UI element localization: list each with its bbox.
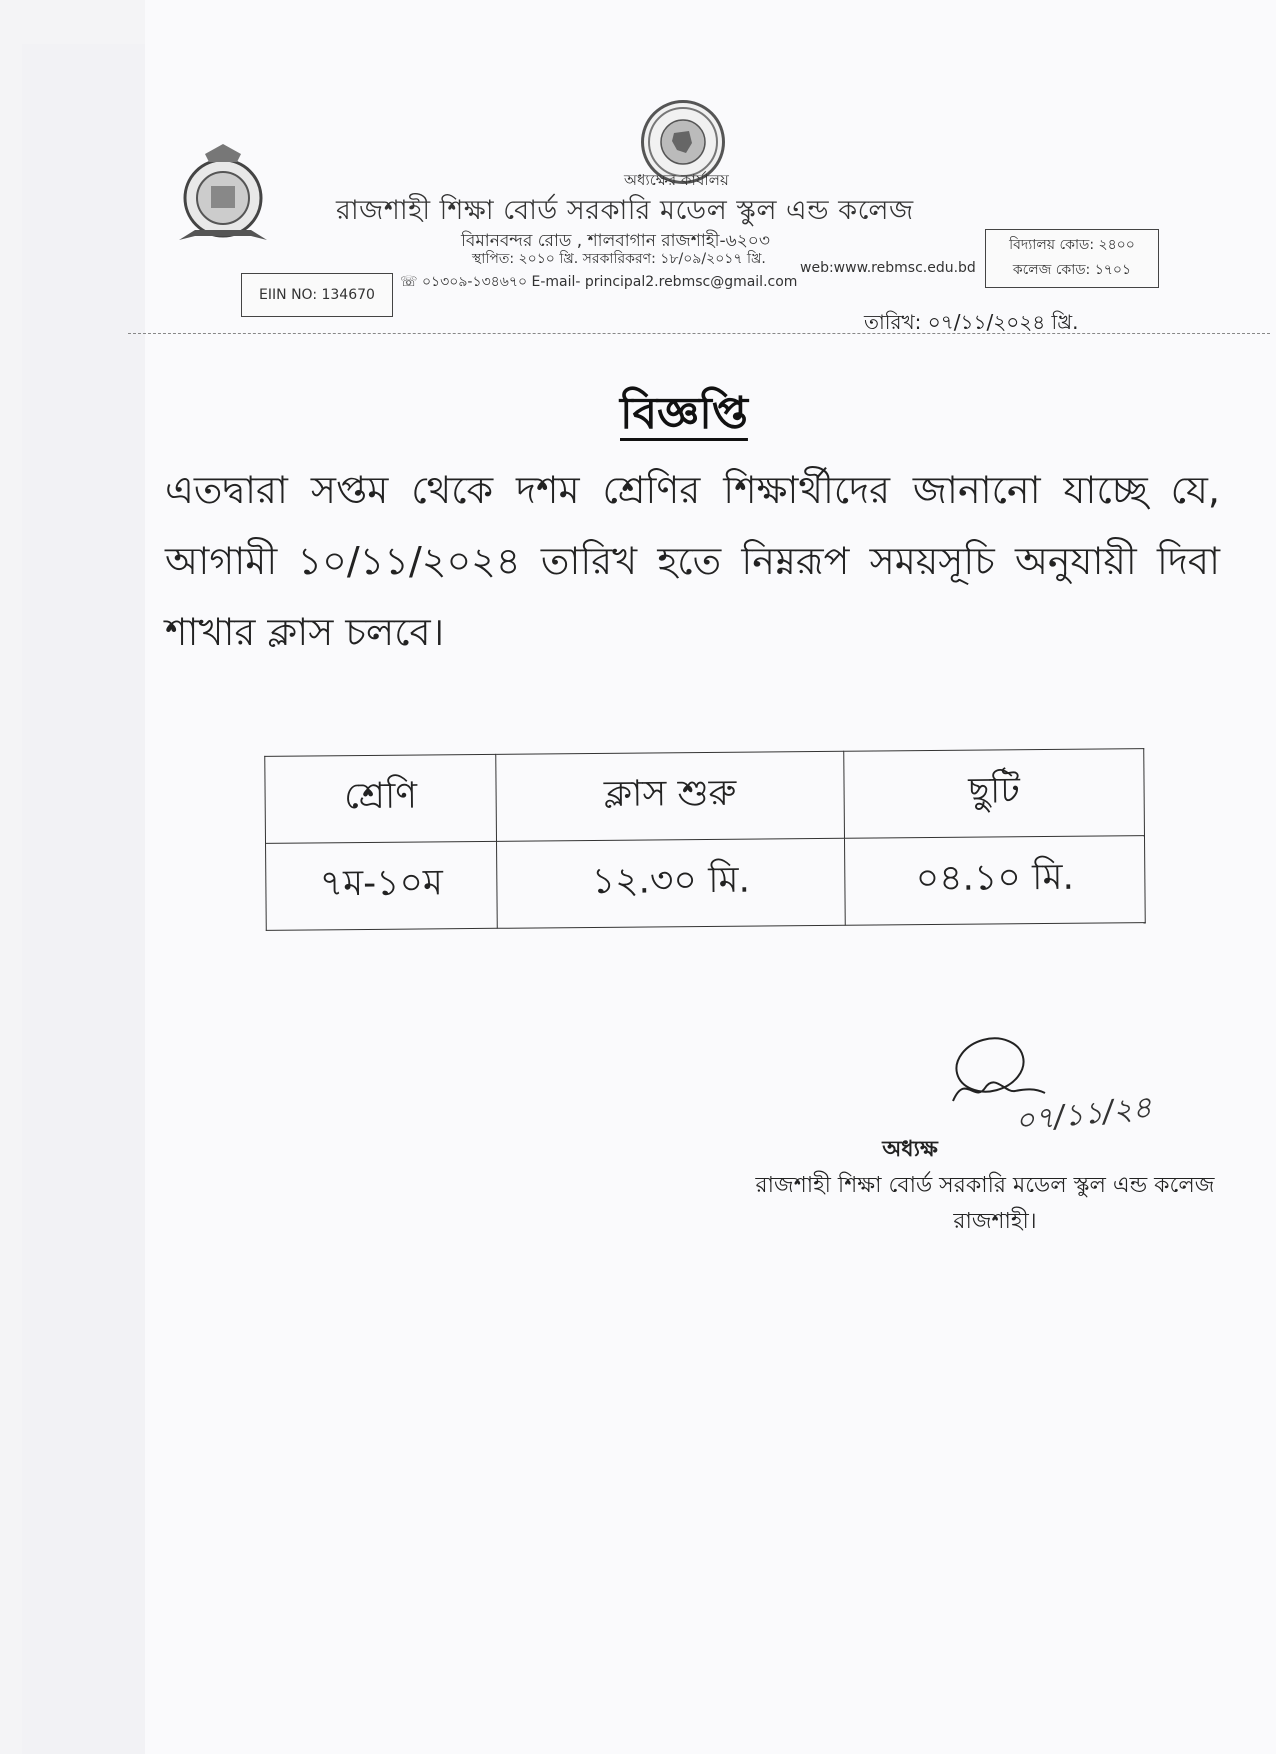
- eiin-number: EIIN NO: 134670: [259, 287, 375, 303]
- header-class-start: ক্লাস শুরু: [496, 751, 845, 841]
- table-header-row: [265, 749, 1145, 844]
- signature-block: [745, 1132, 1225, 1240]
- signature-city: রাজশাহী।: [953, 1209, 1037, 1234]
- table-row: [266, 836, 1146, 931]
- established-info: স্থাপিত: ২০১০ খ্রি. সরকারিকরণ: ১৮/০৯/২০১৭ খ্রি.: [472, 251, 766, 267]
- college-code: কলেজ কোড: ১৭০১: [1012, 262, 1132, 278]
- cell-class: ৭ম-১০ম: [266, 841, 498, 930]
- header-divider: [128, 333, 1270, 334]
- notice-date: তারিখ: ০৭/১১/২০২৪ খ্রি.: [864, 310, 1079, 334]
- header-dismissal: ছুটি: [844, 749, 1145, 839]
- school-name: রাজশাহী শিক্ষা বোর্ড সরকারি মডেল স্কুল এন্ড কলেজ: [336, 195, 914, 226]
- cell-class-start: ১২.৩০ মি.: [497, 838, 846, 928]
- cell-dismissal: ০৪.১০ মি.: [844, 836, 1145, 926]
- eiin-box: [241, 273, 393, 317]
- header-class: শ্রেণি: [265, 754, 497, 843]
- code-box: [985, 229, 1159, 288]
- school-address: বিমানবন্দর রোড , শালবাগান রাজশাহী-৬২০৩: [461, 231, 770, 251]
- signature-institution: রাজশাহী শিক্ষা বোর্ড সরকারি মডেল স্কুল এন্ড কলেজ: [755, 1173, 1215, 1198]
- school-code: বিদ্যালয় কোড: ২৪০০: [1009, 237, 1135, 253]
- schedule-table: [264, 748, 1145, 931]
- notice-body: এতদ্বারা সপ্তম থেকে দশম শ্রেণির শিক্ষার্থীদের জানানো যাচ্ছে যে, আগামী ১০/১১/২০২৪ তারিখ হতে নিম্নরূপ সময়সূচি অনুযায়ী দিবা শাখার ক্লাস চলবে।: [165, 468, 1220, 654]
- notice-title: বিজ্ঞপ্তি: [620, 388, 748, 439]
- signature-designation: অধ্যক্ষ: [882, 1137, 938, 1162]
- school-logo-icon: [175, 140, 271, 250]
- contact-info: ☏ ০১৩০৯-১৩৪৬৭০ E-mail- principal2.rebmsc@gmail.com: [400, 274, 798, 290]
- handwritten-date: ০৭/১১/২৪: [1013, 1089, 1154, 1140]
- office-label: অধ্যক্ষের কার্যালয়: [624, 171, 729, 189]
- website: web:www.rebmsc.edu.bd: [800, 260, 976, 276]
